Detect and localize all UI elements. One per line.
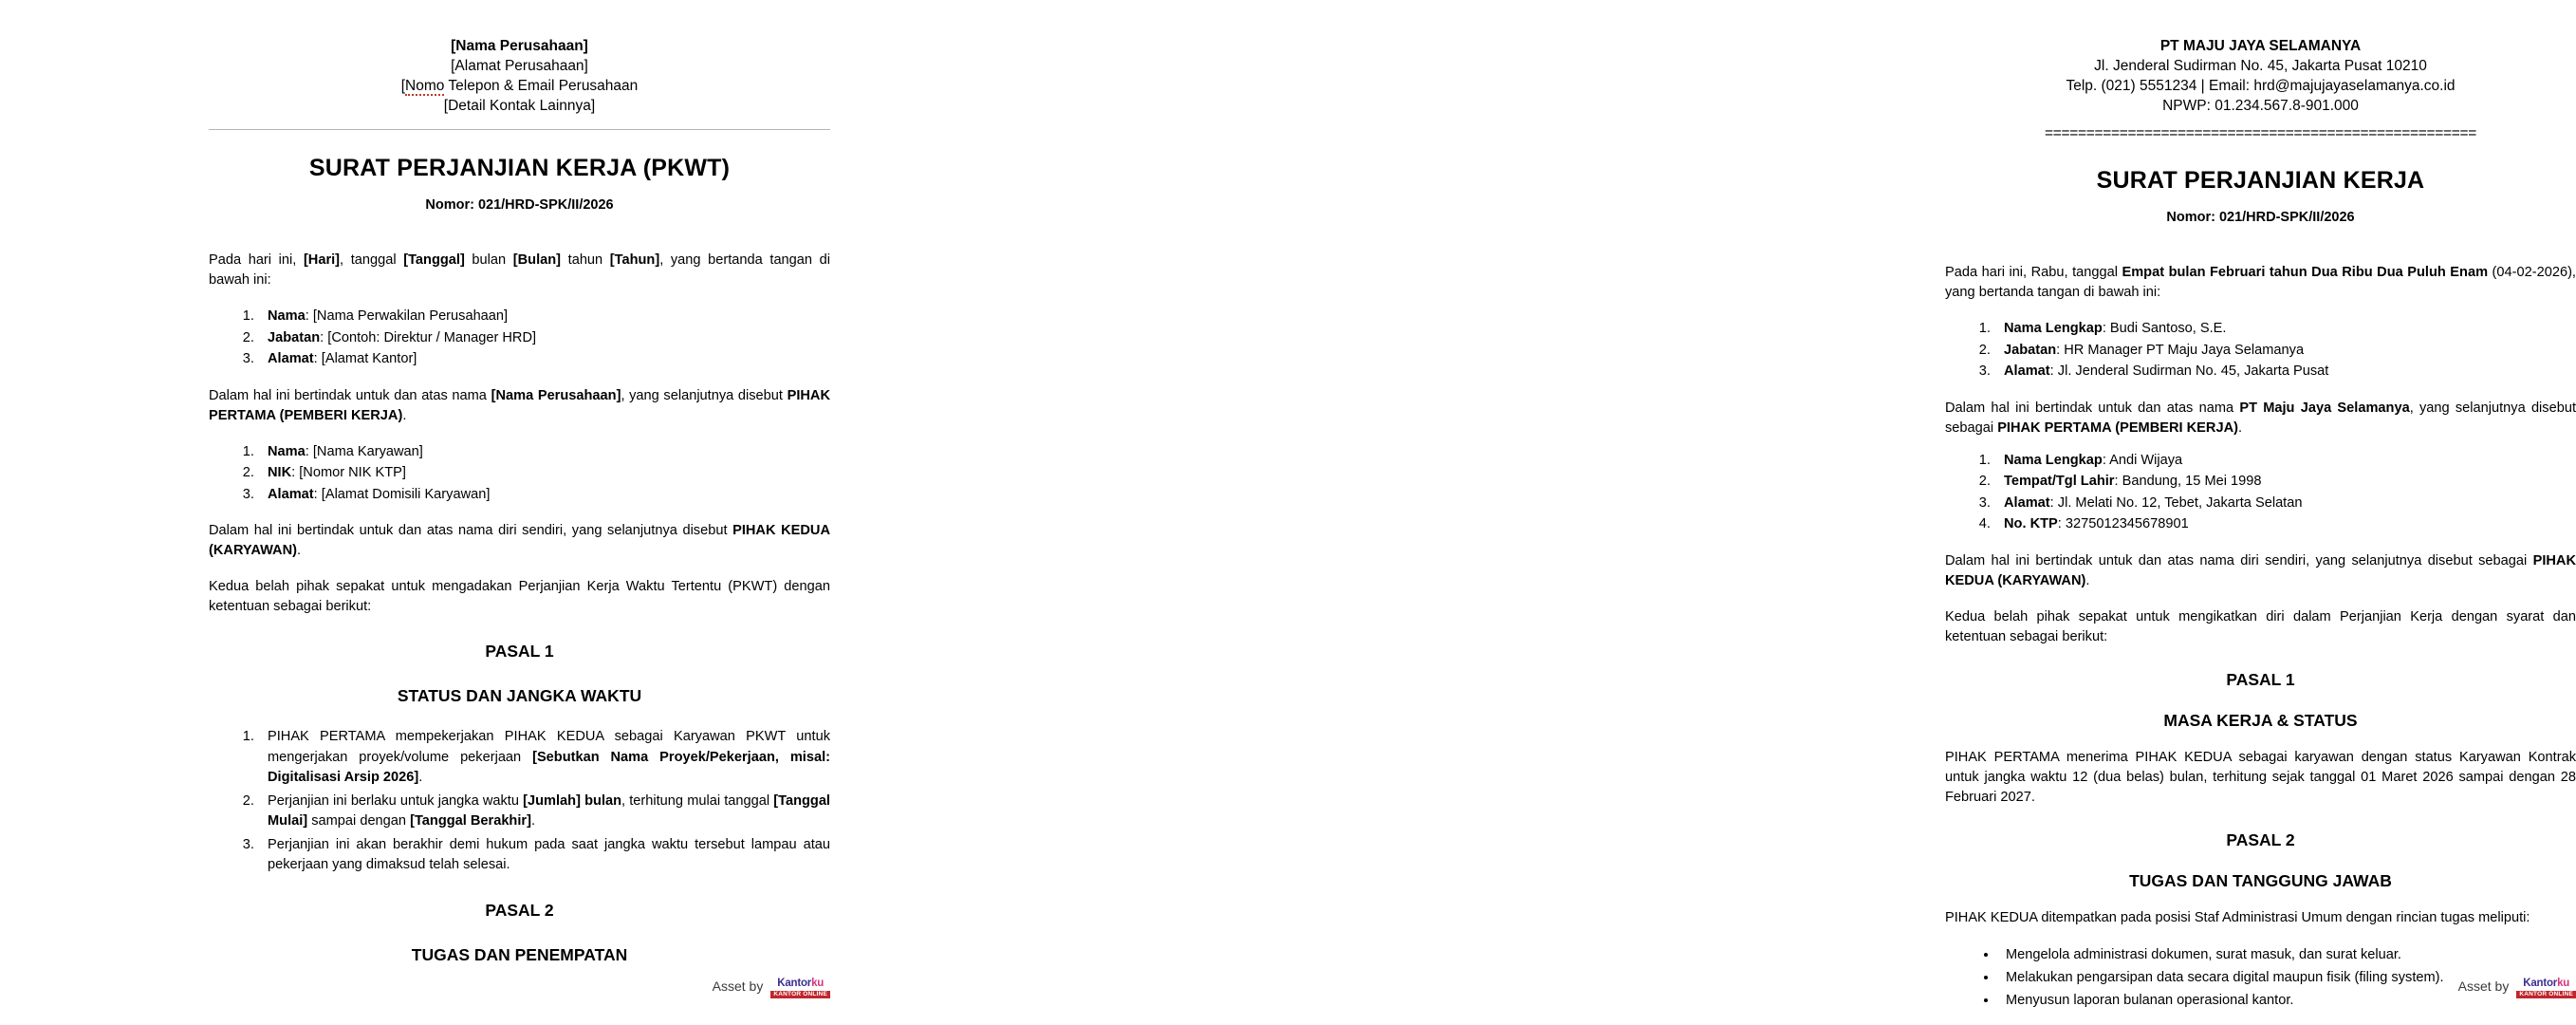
field-label: Tempat/Tgl Lahir: [2004, 474, 2115, 489]
field-label: Nama Lengkap: [2004, 321, 2103, 336]
document-right-filled: [911, 0, 2576, 1025]
list-item: [258, 485, 830, 506]
field-value: : Budi Santoso, S.E.: [2102, 321, 2227, 336]
brand-tagline: KANTOR ONLINE: [2516, 991, 2576, 999]
first-party-paragraph: Dalam hal ini bertindak untuk dan atas nama [Nama Perusahaan], yang selanjutnya disebut PIHAK PERTAMA (PEMBERI KERJA).: [209, 387, 831, 423]
field-label: Jabatan: [268, 329, 321, 345]
brand-wordmark: [777, 978, 824, 989]
field-value: : Andi Wijaya: [2102, 452, 2183, 468]
kantorku-logo: [770, 975, 830, 999]
footer-left: [713, 975, 830, 999]
field-value: : Jl. Melati No. 12, Tebet, Jakarta Selatan: [2049, 494, 2303, 511]
brand-part-a: Kantor: [777, 977, 812, 989]
pasal-2-subheading: TUGAS DAN PENEMPATAN: [411, 944, 628, 964]
field-value: : [Nama Perwakilan Perusahaan]: [305, 308, 509, 324]
field-label: Nama: [268, 308, 306, 324]
list-item: [1994, 319, 2576, 340]
opening-paragraph: Pada hari ini, Rabu, tanggal Empat bulan Februari tahun Dua Ribu Dua Puluh Enam (04-02-2026), yang bertanda tangan di bawah ini:: [1945, 265, 2576, 300]
company-contact-rest: Telepon & Email Perusahaan: [444, 78, 639, 94]
field-value: : HR Manager PT Maju Jaya Selamanya: [2056, 342, 2305, 358]
field-label: Nama: [268, 443, 306, 459]
pasal-1-list: [209, 727, 830, 876]
company-contact-placeholder: [Nomo Telepon & Email Perusahaan: [400, 78, 639, 94]
field-value: : [Alamat Kantor]: [313, 351, 417, 366]
company-address-placeholder: [Alamat Perusahaan]: [451, 58, 588, 74]
document-number-left: Nomor: 021/HRD-SPK/II/2026: [425, 197, 614, 213]
list-item: [1994, 514, 2576, 535]
company-name: PT MAJU JAYA SELAMANYA: [2159, 38, 2362, 54]
brand-part-b: ku: [2557, 977, 2570, 989]
company-other-contact-placeholder: [Detail Kontak Lainnya]: [443, 98, 596, 114]
pasal-1-subheading: MASA KERJA & STATUS: [2163, 710, 2358, 730]
footer-label: Asset by: [712, 978, 764, 995]
field-value: : Jl. Jenderal Sudirman No. 45, Jakarta Pusat: [2049, 363, 2329, 379]
list-item: [258, 328, 830, 349]
document-number-right: Nomor: 021/HRD-SPK/II/2026: [2166, 210, 2355, 225]
field-value: : 3275012345678901: [2057, 516, 2189, 531]
document-body-left: [209, 251, 830, 965]
company-contact: Telp. (021) 5551234 | Email: hrd@majujayaselamanya.co.id: [2066, 78, 2456, 94]
letterhead-left: [209, 0, 830, 130]
kantorku-logo: [2516, 975, 2576, 999]
first-party-paragraph: Dalam hal ini bertindak untuk dan atas nama PT Maju Jaya Selamanya, yang selanjutnya disebut sebagai PIHAK PERTAMA (PEMBERI KERJA).: [1945, 400, 2576, 436]
list-item: • Melakukan pengarsipan data secara digital maupun fisik (filing system).: [1998, 967, 2576, 988]
brand-part-a: Kantor: [2523, 977, 2558, 989]
pasal-1-heading: PASAL 1: [485, 642, 554, 661]
list-item: • Mengelola administrasi dokumen, surat masuk, dan surat keluar.: [1998, 944, 2576, 965]
list-item: 2. Perjanjian ini berlaku untuk jangka waktu [Jumlah] bulan, terhitung mulai tanggal [Tanggal Mulai] sampai dengan [Tanggal Berakhir].: [258, 792, 830, 832]
list-item: [258, 307, 830, 327]
document-title-right: SURAT PERJANJIAN KERJA: [2096, 167, 2425, 194]
field-value: : [Contoh: Direktur / Manager HRD]: [320, 329, 537, 345]
company-name-placeholder: [Nama Perusahaan]: [451, 38, 588, 54]
second-party-list: [1945, 451, 2576, 535]
list-item: [1994, 341, 2576, 362]
field-value: : [Nomor NIK KTP]: [291, 465, 406, 480]
pasal-1-heading: PASAL 1: [2226, 669, 2295, 689]
field-label: Alamat: [268, 351, 314, 366]
field-label: Jabatan: [2004, 342, 2057, 358]
pasal-2-heading: PASAL 2: [485, 900, 554, 920]
agreement-paragraph: Kedua belah pihak sepakat untuk mengadakan Perjanjian Kerja Waktu Tertentu (PKWT) dengan ketentuan sebagai berikut:: [209, 579, 830, 614]
list-item: [1994, 451, 2576, 472]
list-item: 1. PIHAK PERTAMA mempekerjakan PIHAK KEDUA sebagai Karyawan PKWT untuk mengerjakan proyek/volume pekerjaan [Sebutkan Nama Proyek/Pekerjaan, misal: Digitalisasi Arsip 2026].: [258, 727, 830, 789]
company-npwp: NPWP: 01.234.567.8-901.000: [2162, 98, 2359, 114]
spellcheck-word: Nomo: [405, 78, 445, 94]
pasal-2-heading: PASAL 2: [2226, 829, 2295, 849]
field-label: NIK: [268, 465, 292, 480]
list-item: [258, 442, 830, 463]
first-party-list: [1945, 319, 2576, 382]
list-item: • Menyusun laporan bulanan operasional kantor.: [1998, 990, 2576, 1011]
second-party-paragraph: Dalam hal ini bertindak untuk dan atas nama diri sendiri, yang selanjutnya disebut PIHAK KEDUA (KARYAWAN).: [209, 523, 830, 558]
equals-divider-line: ====================================================: [2044, 125, 2477, 141]
document-title-left: SURAT PERJANJIAN KERJA (PKWT): [308, 155, 731, 181]
opening-paragraph: Pada hari ini, [Hari], tanggal [Tanggal] bulan [Bulan] tahun [Tahun], yang bertanda tangan di bawah ini:: [209, 252, 830, 288]
agreement-paragraph: Kedua belah pihak sepakat untuk mengikatkan diri dalam Perjanjian Kerja dengan syarat dan ketentuan sebagai berikut:: [1945, 608, 2576, 644]
list-item: [258, 349, 830, 370]
field-label: Alamat: [2004, 363, 2050, 379]
brand-tagline: KANTOR ONLINE: [770, 991, 830, 999]
list-item: 3. Perjanjian ini akan berakhir demi hukum pada saat jangka waktu tersebut lampau atau pekerjaan yang dimaksud telah selesai.: [258, 835, 830, 876]
document-body-right: [1945, 263, 2576, 1011]
list-item: [1994, 472, 2576, 493]
footer-label: Asset by: [2457, 978, 2510, 995]
pasal-1-subheading: STATUS DAN JANGKA WAKTU: [397, 686, 642, 705]
first-party-list: [209, 307, 830, 370]
company-address: Jl. Jenderal Sudirman No. 45, Jakarta Pusat 10210: [2094, 58, 2427, 74]
footer-right: [2458, 975, 2576, 999]
pasal-2-paragraph: PIHAK KEDUA ditempatkan pada posisi Staf Administrasi Umum dengan rincian tugas meliputi:: [1945, 909, 2530, 925]
field-label: Alamat: [2004, 494, 2050, 511]
second-party-paragraph: Dalam hal ini bertindak untuk dan atas nama diri sendiri, yang selanjutnya disebut sebagai PIHAK KEDUA (KARYAWAN).: [1945, 552, 2576, 588]
header-divider-line: [209, 129, 830, 130]
brand-part-b: ku: [811, 977, 825, 989]
list-item: [1994, 494, 2576, 514]
list-item: [1994, 362, 2576, 382]
pasal-1-paragraph: PIHAK PERTAMA menerima PIHAK KEDUA sebagai karyawan dengan status Karyawan Kontrak untuk jangka waktu 12 (dua belas) bulan, terhitung sejak tanggal 01 Maret 2026 sampai dengan 28 Februari 2027.: [1945, 749, 2576, 805]
field-label: Alamat: [268, 486, 314, 502]
document-left-template: [0, 0, 911, 1025]
list-item: [258, 463, 830, 484]
second-party-list: [209, 442, 830, 506]
letterhead-right: [1945, 0, 2576, 142]
pasal-2-subheading: TUGAS DAN TANGGUNG JAWAB: [2129, 870, 2392, 890]
field-value: : Bandung, 15 Mei 1998: [2114, 474, 2262, 489]
field-label: No. KTP: [2004, 516, 2058, 531]
field-value: : [Nama Karyawan]: [305, 443, 423, 459]
field-value: : [Alamat Domisili Karyawan]: [313, 486, 491, 502]
field-label: Nama Lengkap: [2004, 452, 2103, 468]
brand-wordmark: [2523, 978, 2569, 989]
